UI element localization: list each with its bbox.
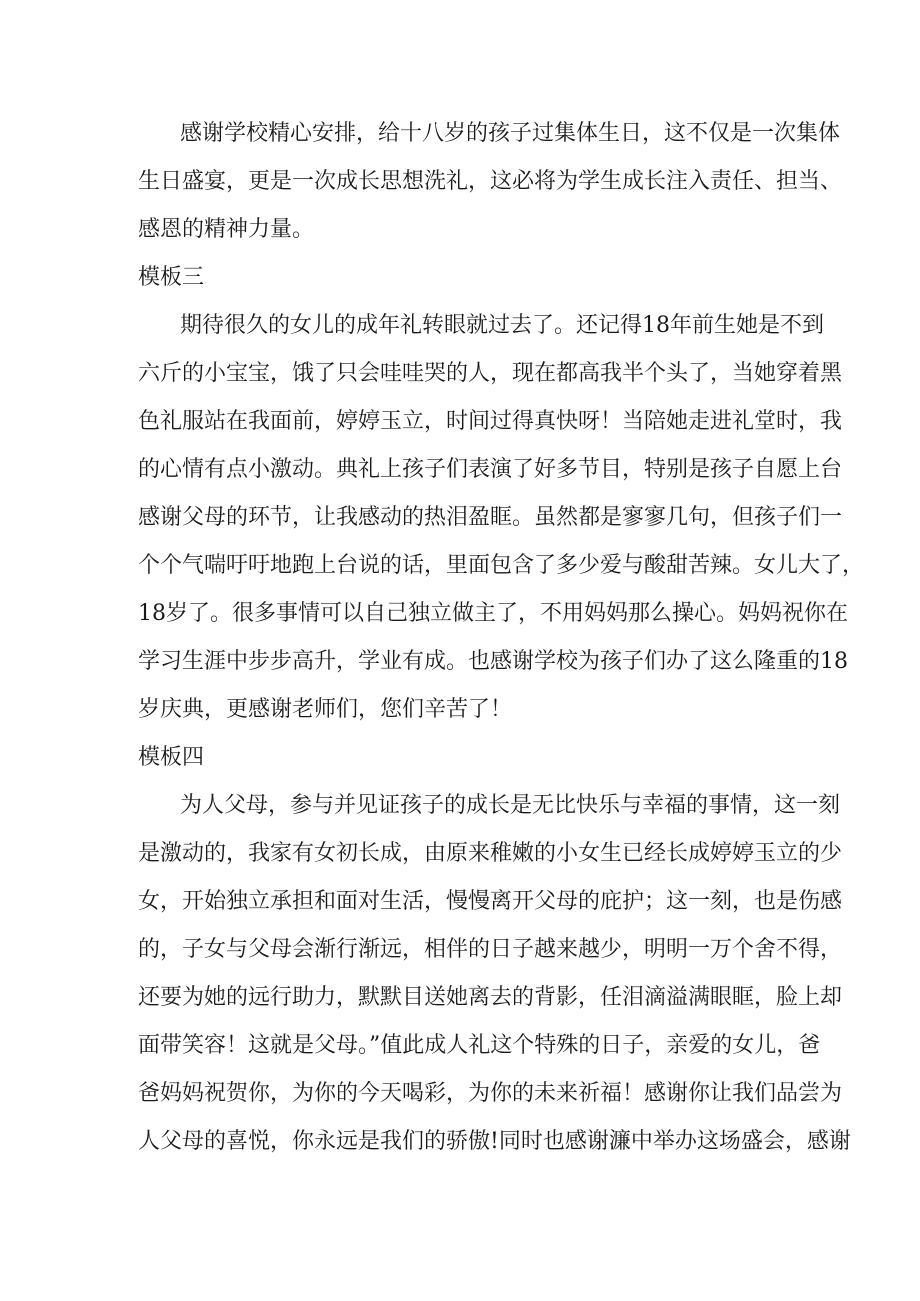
paragraph-line: 的，子女与父母会渐行渐远，相伴的日子越来越少，明明一万个舍不得， [138, 937, 843, 962]
section-heading: 模板四 [138, 745, 205, 770]
paragraph-line: 生日盛宴，更是一次成长思想洗礼，这必将为学生成长注入责任、担当、 [138, 169, 843, 194]
paragraph-line: 女，开始独立承担和面对生活，慢慢离开父母的庇护；这一刻，也是伤感 [138, 889, 843, 914]
paragraph-line: 爸妈妈祝贺你，为你的今天喝彩，为你的未来祈福！感谢你让我们品尝为 [138, 1081, 843, 1106]
paragraph-line: 为人父母，参与并见证孩子的成长是无比快乐与幸福的事情，这一刻 [180, 793, 841, 818]
paragraph-line: 色礼服站在我面前，婷婷玉立，时间过得真快呀！当陪她走进礼堂时，我 [138, 409, 843, 434]
paragraph-line: 18岁了。很多事情可以自己独立做主了，不用妈妈那么操心。妈妈祝你在 [138, 601, 848, 626]
paragraph-line: 感谢学校精心安排，给十八岁的孩子过集体生日，这不仅是一次集体 [180, 121, 841, 146]
paragraph-line: 面带笑容！这就是父母。”值此成人礼这个特殊的日子，亲爱的女儿，爸 [138, 1033, 821, 1058]
paragraph-line: 期待很久的女儿的成年礼转眼就过去了。还记得18年前生她是不到 [180, 313, 824, 338]
paragraph-line: 人父母的喜悦，你永远是我们的骄傲!同时也感谢濂中举办这场盛会，感谢 [138, 1129, 851, 1154]
paragraph-line: 岁庆典，更感谢老师们，您们辛苦了！ [138, 697, 513, 722]
paragraph-line: 的心情有点小激动。典礼上孩子们表演了好多节目，特别是孩子自愿上台 [138, 457, 843, 482]
paragraph-line: 感谢父母的环节，让我感动的热泪盈眶。虽然都是寥寥几句，但孩子们一 [138, 505, 843, 530]
paragraph-line: 学习生涯中步步高升，学业有成。也感谢学校为孩子们办了这么隆重的18 [138, 649, 848, 674]
paragraph-line: 个个气喘吁吁地跑上台说的话，里面包含了多少爱与酸甜苦辣。女儿大了， [138, 553, 865, 578]
paragraph-line: 感恩的精神力量。 [138, 217, 315, 242]
paragraph-line: 还要为她的远行助力，默默目送她离去的背影，任泪滴溢满眼眶，脸上却 [138, 985, 843, 1010]
paragraph-line: 六斤的小宝宝，饿了只会哇哇哭的人，现在都高我半个头了，当她穿着黑 [138, 361, 843, 386]
section-heading: 模板三 [138, 265, 205, 290]
paragraph-line: 是激动的，我家有女初长成，由原来稚嫩的小女生已经长成婷婷玉立的少 [138, 841, 843, 866]
